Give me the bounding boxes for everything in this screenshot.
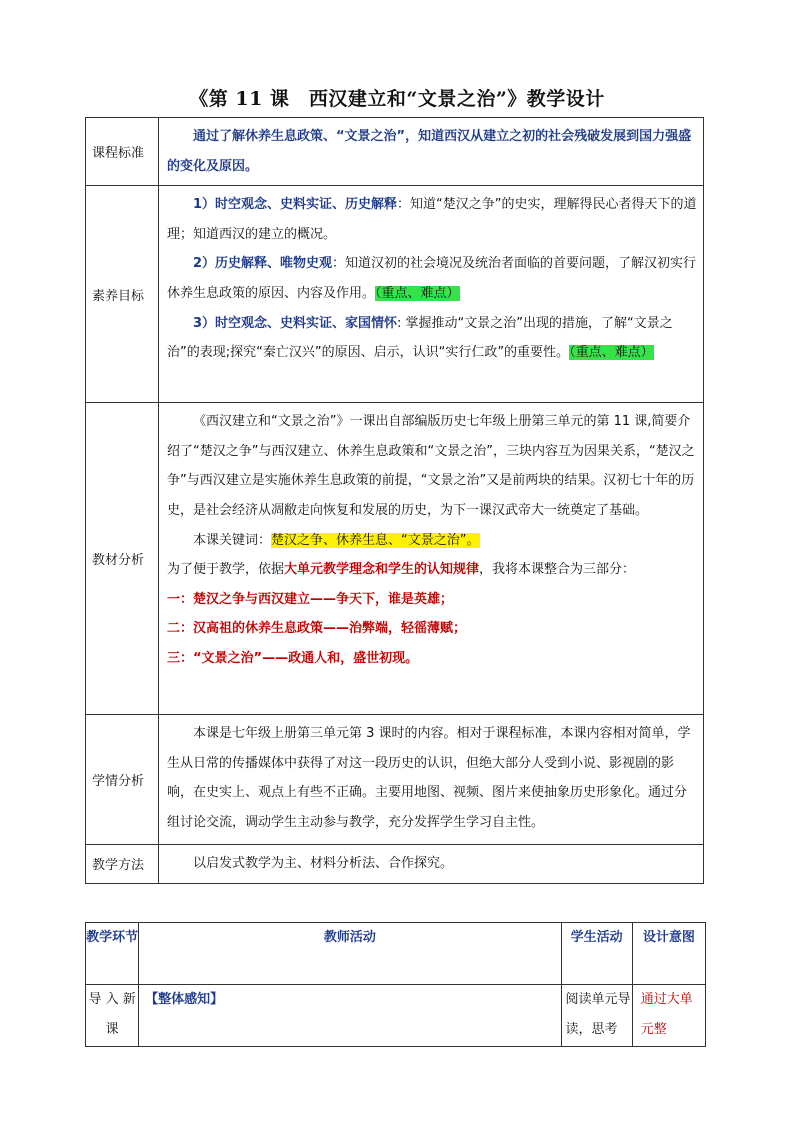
goal-1-text: ：知道“楚汉之争”的史实，理解得民心者得天下的道理；知道西汉的建立的概况。	[167, 197, 697, 242]
header-teacher: 教师活动	[139, 923, 561, 985]
header-stage: 教学环节	[86, 923, 139, 985]
goal-3-label: 3）时空观念、史料实证、家国情怀	[193, 315, 398, 331]
material-paragraph: 《西汉建立和“文景之治”》一课出自部编版历史七年级上册第三单元的第 11 课,简要介绍了“楚汉之争”与西汉建立、休养生息政策和“文景之治”，三块内容互为因果关系，“楚汉之争”与西汉建立是实施休养生息政策的前提，“文景之治”又是前两块的结果。汉初七十年的历史，是社会经济从凋敝走向恢复和发展的历史，为下一课汉武帝大一统奠定了基础。	[167, 414, 695, 518]
goal-2	[167, 249, 697, 308]
row-head-material: 教材分析	[86, 403, 159, 715]
course-standard-text: 通过了解休养生息政策、“文景之治”，知道西汉从建立之初的社会残破发展到国力强盛的变化及原因。	[167, 129, 692, 174]
lesson-design-table	[85, 117, 704, 884]
goal-2-text: ：知道汉初的社会境况及统治者面临的首要问题，了解汉初实行休养生息政策的原因、内容及作用。	[167, 256, 697, 301]
row-head-method: 教学方法	[86, 845, 159, 884]
integration-line	[167, 555, 697, 585]
students-cell	[159, 715, 704, 845]
method-text: 以启发式教学为主、材料分析法、合作探究。	[193, 856, 454, 872]
part-2: 二：汉高祖的休养生息政策——治弊端，轻徭薄赋；	[167, 621, 467, 637]
teacher-activity-cell	[139, 985, 561, 1047]
goal-3-highlight: （重点、难点）	[569, 345, 654, 361]
header-intent: 设计意图	[632, 923, 705, 985]
row-head-goals: 素养目标	[86, 186, 159, 403]
goal-3-text: : 掌握推动“文景之治”出现的措施，了解“文景之治”的表现;探究“秦亡汉兴”的原因、启示，认识“实行仁政”的重要性。	[167, 315, 673, 361]
part-3: 三：“文景之治”——政通人和，盛世初现。	[167, 650, 419, 666]
keywords-label: 本课关键词：	[193, 532, 272, 548]
page-title: 《第 11 课 西汉建立和“文景之治”》教学设计	[189, 88, 605, 110]
method-cell	[159, 845, 704, 884]
keywords-value: 楚汉之争、休养生息、“文景之治”。	[271, 532, 480, 548]
intent-cell: 通过大单元整	[632, 985, 705, 1047]
keywords-line	[167, 526, 697, 556]
integration-text-a: 为了便于教学，依据	[167, 562, 285, 578]
teacher-activity-title: 【整体感知】	[145, 992, 224, 1007]
integration-text-b: 大单元教学理念和学生的认知规律	[284, 562, 480, 578]
stage-cell: 导 入 新课	[86, 985, 139, 1047]
goal-1-label: 1）时空观念、史料实证、历史解释	[193, 197, 398, 213]
part-1: 一：楚汉之争与西汉建立——争天下，谁是英雄；	[167, 591, 454, 607]
material-cell	[159, 403, 704, 715]
course-standard-cell	[159, 118, 704, 186]
process-table	[85, 922, 706, 1047]
students-paragraph: 本课是七年级上册第三单元第 3 课时的内容。相对于课程标准，本课内容相对简单，学生从日常的传播媒体中获得了对这一段历史的认识，但绝大部分人受到小说、影视剧的影响，在史实上、观点上有些不正确。主要用地图、视频、图片来使抽象历史形象化。通过分组讨论交流，调动学生主动参与教学，充分发挥学生学习自主性。	[167, 726, 691, 830]
row-head-students: 学情分析	[86, 715, 159, 845]
row-head-standard: 课程标准	[86, 118, 159, 186]
student-activity-cell: 阅读单元导读，思考	[561, 985, 632, 1047]
goal-2-label: 2）历史解释、唯物史观	[193, 256, 333, 272]
goal-2-highlight: （重点、难点）	[375, 285, 460, 301]
goal-1	[167, 190, 697, 249]
integration-text-c: ，我将本课整合为三部分：	[479, 562, 636, 578]
goals-cell	[159, 186, 704, 403]
header-student: 学生活动	[561, 923, 632, 985]
goal-3	[167, 309, 697, 368]
